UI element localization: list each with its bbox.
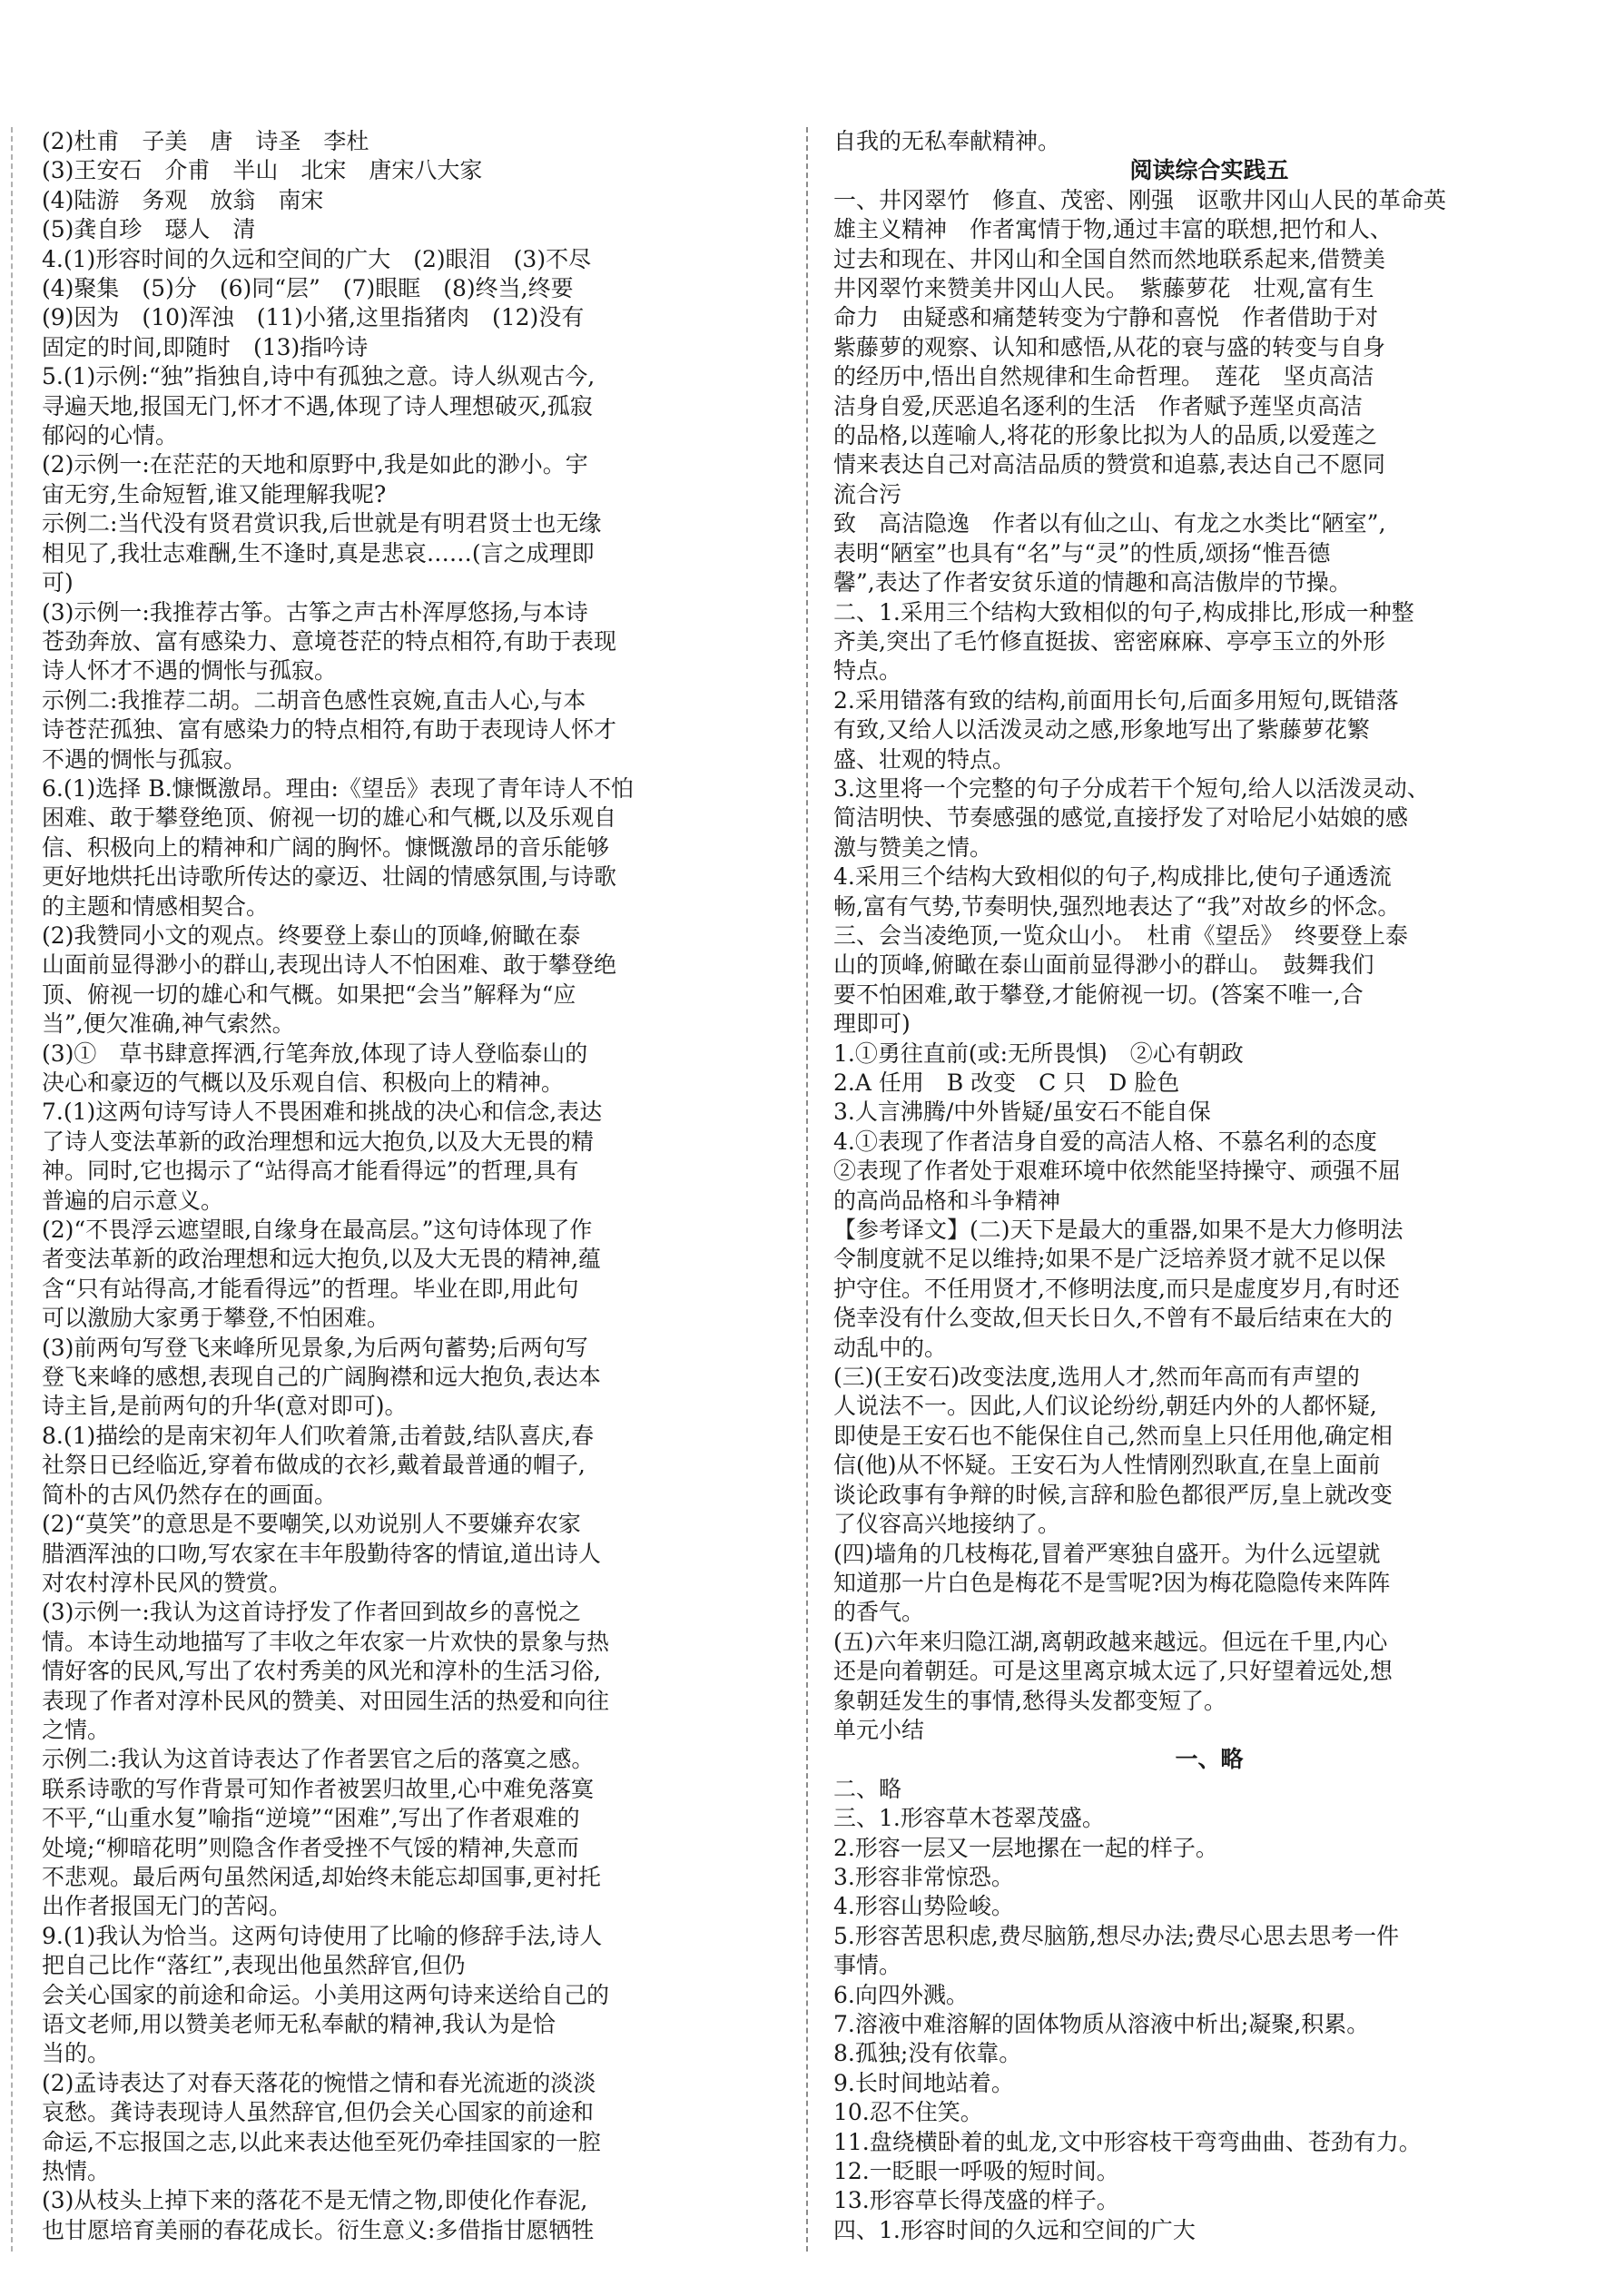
text-line: 郁闷的心情。 <box>42 422 179 449</box>
text-line: 2.形容一层又一层地摞在一起的样子。 <box>833 1834 1218 1861</box>
text-line: 13.形容草长得茂盛的样子。 <box>833 2187 1119 2214</box>
text-line: 激与赞美之情。 <box>833 833 993 861</box>
text-line: 诗苍茫孤独、富有感染力的特点相符,有助于表现诗人怀才 <box>42 716 616 744</box>
text-line: 自我的无私奉献精神。 <box>833 128 1061 154</box>
text-line: 者变法革新的政治理想和远大抱负,以及大无畏的精神,蕴 <box>42 1246 601 1273</box>
text-line: 馨”,表达了作者安贫乐道的情趣和高洁傲岸的节操。 <box>833 569 1352 596</box>
text-line: 把自己比作“落红”,表现出他虽然辞官,但仍 <box>42 1952 466 1979</box>
left-column <box>42 127 793 2245</box>
text-line: 流合污 <box>833 480 902 507</box>
text-line: 顶、俯视一切的雄心和气概。如果把“会当”解释为“应 <box>42 980 576 1008</box>
text-line: 宙无穷,生命短暂,谁又能理解我呢? <box>42 480 387 507</box>
text-line: 简洁明快、节奏感强的感觉,直接抒发了对哈尼小姑娘的感 <box>833 804 1408 832</box>
text-line: (4)陆游 务观 放翁 南宋 <box>42 186 324 213</box>
text-line: 信(他)从不怀疑。王安石为人性情刚烈耿直,在皇上面前 <box>833 1452 1381 1479</box>
text-line: (2)示例一:在茫茫的天地和原野中,我是如此的渺小。宇 <box>42 451 588 478</box>
text-line: 特点。 <box>833 657 902 685</box>
text-line: 的品格,以莲喻人,将花的形象比拟为人的品质,以爱莲之 <box>833 422 1377 449</box>
text-line: 更好地烘托出诗歌所传达的豪迈、壮阔的情感氛围,与诗歌 <box>42 863 616 891</box>
text-line: 雄主义精神 作者寓情于物,通过丰富的联想,把竹和人、 <box>833 216 1393 243</box>
text-line: 四、1.形容时间的久远和空间的广大 <box>833 2216 1196 2243</box>
text-line: 【参考译文】(二)天下是最大的重器,如果不是大力修明法 <box>833 1217 1403 1244</box>
text-line: 不悲观。最后两句虽然闲适,却始终未能忘却国事,更衬托 <box>42 1863 601 1890</box>
text-line: 信、积极向上的精神和广阔的胸怀。慷慨激昂的音乐能够 <box>42 833 610 861</box>
text-line: 洁身自爱,厌恶追名逐利的生活 作者赋予莲坚贞高洁 <box>833 392 1363 419</box>
text-line: (3)从枝头上掉下来的落花不是无情之物,即使化作春泥, <box>42 2187 588 2214</box>
text-line: 了诗人变法革新的政治理想和远大抱负,以及大无畏的精 <box>42 1128 594 1155</box>
text-line: 含“只有站得高,才能看得远”的哲理。毕业在即,用此句 <box>42 1275 579 1302</box>
text-line: (四)墙角的几枝梅花,冒着严寒独自盛开。为什么远望就 <box>833 1540 1381 1567</box>
text-line: 情。本诗生动地描写了丰收之年农家一片欢快的景象与热 <box>42 1628 610 1655</box>
section-heading: 阅读综合实践五 <box>1129 157 1289 184</box>
text-line: 示例二:当代没有贤君赏识我,后世就是有明君贤士也无缘 <box>42 510 602 537</box>
text-line: 了仪容高兴地接纳了。 <box>833 1511 1061 1538</box>
text-line: 齐美,突出了毛竹修直挺拔、密密麻麻、亭亭玉立的外形 <box>833 627 1385 655</box>
text-line: 诗主旨,是前两句的升华(意对即可)。 <box>42 1393 408 1420</box>
text-line: 普遍的启示意义。 <box>42 1187 224 1214</box>
text-line: 人说法不一。因此,人们议论纷纷,朝廷内外的人都怀疑, <box>833 1393 1377 1420</box>
text-line: 当”,便欠准确,神气索然。 <box>42 1010 295 1038</box>
text-line: 要不怕困难,敢于攀登,才能俯视一切。(答案不唯一,合 <box>833 980 1364 1008</box>
text-line: 社祭日已经临近,穿着布做成的衣衫,戴着最普通的帽子, <box>42 1452 586 1479</box>
text-line: 4.形容山势险峻。 <box>833 1893 1014 1920</box>
text-line: 山的顶峰,俯瞰在泰山面前显得渺小的群山。 鼓舞我们 <box>833 951 1374 979</box>
text-line: 有致,又给人以活泼灵动之感,形象地写出了紫藤萝花繁 <box>833 716 1370 744</box>
text-line: 11.盘绕横卧着的虬龙,文中形容枝干弯弯曲曲、苍劲有力。 <box>833 2128 1422 2155</box>
text-line: 理即可) <box>833 1010 911 1038</box>
text-line: 7.(1)这两句诗写诗人不畏困难和挑战的决心和信念,表达 <box>42 1099 603 1126</box>
text-line: 对农村淳朴民风的赞赏。 <box>42 1569 292 1596</box>
text-line: 二、略 <box>833 1775 902 1802</box>
text-line: 还是向着朝廷。可是这里离京城太远了,只好望着远处,想 <box>833 1658 1393 1685</box>
text-line: 盛、壮观的特点。 <box>833 745 1016 773</box>
text-line: 苍劲奔放、富有感染力、意境苍茫的特点相符,有助于表现 <box>42 627 616 655</box>
page-edge-line <box>11 127 13 2252</box>
text-line: 4.采用三个结构大致相似的句子,构成排比,使句子通透流 <box>833 863 1392 891</box>
text-line: 10.忍不住笑。 <box>833 2099 983 2126</box>
text-line: 三、会当凌绝顶,一览众山小。 杜甫《望岳》 终要登上泰 <box>833 921 1408 949</box>
text-line: 2.采用错落有致的结构,前面用长句,后面多用短句,既错落 <box>833 686 1399 714</box>
text-line: 三、1.形容草木苍翠茂盛。 <box>833 1805 1105 1832</box>
text-line: 6.向四外溅。 <box>833 1981 969 2008</box>
text-line: (3)① 草书肆意挥洒,行笔奔放,体现了诗人登临泰山的 <box>42 1040 588 1067</box>
text-line: 8.(1)描绘的是南宋初年人们吹着箫,击着鼓,结队喜庆,春 <box>42 1422 595 1449</box>
text-line: 处境;“柳暗花明”则隐含作者受挫不气馁的精神,失意而 <box>42 1834 579 1861</box>
text-line: 当的。 <box>42 2040 111 2067</box>
text-line: 3.这里将一个完整的句子分成若干个短句,给人以活泼灵动、 <box>833 774 1430 802</box>
text-line: (2)“不畏浮云遮望眼,自缘身在最高层。”这句诗体现了作 <box>42 1217 593 1244</box>
text-line: 固定的时间,即随时 (13)指吟诗 <box>42 333 369 360</box>
text-line: 出作者报国无门的苦闷。 <box>42 1893 292 1920</box>
text-line: 过去和现在、井冈山和全国自然而然地联系起来,借赞美 <box>833 245 1385 272</box>
text-line: ②表现了作者处于艰难环境中依然能坚持操守、顽强不屈 <box>833 1158 1402 1185</box>
text-line: 7.溶液中难溶解的固体物质从溶液中析出;凝聚,积累。 <box>833 2011 1370 2037</box>
right-column <box>833 127 1585 2245</box>
text-line: (3)示例一:我认为这首诗抒发了作者回到故乡的喜悦之 <box>42 1599 581 1626</box>
text-line: 4.(1)形容时间的久远和空间的广大 (2)眼泪 (3)不尽 <box>42 245 592 272</box>
text-line: 困难、敢于攀登绝顶、俯视一切的雄心和气概,以及乐观自 <box>42 804 616 832</box>
text-line: 的经历中,悟出自然规律和生命哲理。 莲花 坚贞高洁 <box>833 363 1374 390</box>
text-line: 3.形容非常惊恐。 <box>833 1863 1014 1890</box>
text-line: 相见了,我壮志难酬,生不逢时,真是悲哀……(言之成理即 <box>42 539 595 567</box>
text-line: 登飞来峰的感想,表现自己的广阔胸襟和远大抱负,表达本 <box>42 1364 601 1391</box>
text-line: 的香气。 <box>833 1599 925 1626</box>
text-line: 会关心国家的前途和命运。小美用这两句诗来送给自己的 <box>42 1981 610 2008</box>
text-line: (三)(王安石)改变法度,选用人才,然而年高而有声望的 <box>833 1364 1360 1391</box>
text-line: 简朴的古风仍然存在的画面。 <box>42 1481 338 1508</box>
text-line: 4.①表现了作者洁身自爱的高洁人格、不慕名利的态度 <box>833 1128 1377 1155</box>
text-line: 8.孤独;没有依靠。 <box>833 2040 1022 2067</box>
text-line: 命力 由疑惑和痛楚转变为宁静和喜悦 作者借助于对 <box>833 304 1379 331</box>
text-line: 畅,富有气势,节奏明快,强烈地表达了“我”对故乡的怀念。 <box>833 892 1401 920</box>
text-line: 9.长时间地站着。 <box>833 2069 1014 2096</box>
text-line: 寻遍天地,报国无门,怀才不遇,体现了诗人理想破灭,孤寂 <box>42 392 593 419</box>
text-line: 令制度就不足以维持;如果不是广泛培养贤才就不足以保 <box>833 1246 1386 1273</box>
text-line: 6.(1)选择 B.慷慨激昂。理由:《望岳》表现了青年诗人不怕 <box>42 774 634 802</box>
text-line: 紫藤萝的观察、认知和感悟,从花的衰与盛的转变与自身 <box>833 333 1385 360</box>
text-line: (9)因为 (10)浑浊 (11)小猪,这里指猪肉 (12)没有 <box>42 304 585 331</box>
text-line: 示例二:我推荐二胡。二胡音色感性哀婉,直击人心,与本 <box>42 686 586 714</box>
text-line: 二、1.采用三个结构大致相似的句子,构成排比,形成一种整 <box>833 598 1414 626</box>
text-line: 5.(1)示例:“独”指独自,诗中有孤独之意。诗人纵观古今, <box>42 363 596 390</box>
text-line: 情来表达自己对高洁品质的赞赏和追慕,表达自己不愿同 <box>833 451 1385 478</box>
text-line: 语文老师,用以赞美老师无私奉献的精神,我认为是恰 <box>42 2011 556 2037</box>
text-line: 9.(1)我认为恰当。这两句诗使用了比喻的修辞手法,诗人 <box>42 1922 603 1949</box>
text-line: (3)示例一:我推荐古筝。古筝之声古朴浑厚悠扬,与本诗 <box>42 598 588 626</box>
text-line: 3.人言沸腾/中外皆疑/虽安石不能自保 <box>833 1099 1211 1126</box>
text-line: (5)龚自珍 璱人 清 <box>42 216 256 243</box>
text-line: (2)我赞同小文的观点。终要登上泰山的顶峰,俯瞰在泰 <box>42 921 581 949</box>
text-line: (五)六年来归隐江湖,离朝政越来越远。但远在千里,内心 <box>833 1628 1388 1655</box>
text-line: 象朝廷发生的事情,愁得头发都变短了。 <box>833 1687 1226 1714</box>
text-line: 井冈翠竹来赞美井冈山人民。 紫藤萝花 壮观,富有生 <box>833 275 1374 302</box>
text-line: 一、井冈翠竹 修直、茂密、刚强 讴歌井冈山人民的革命英 <box>833 186 1447 213</box>
text-line: (2)杜甫 子美 唐 诗圣 李杜 <box>42 128 369 154</box>
text-line: 表明“陋室”也具有“名”与“灵”的性质,颂扬“惟吾德 <box>833 539 1331 567</box>
text-line: 决心和豪迈的气概以及乐观自信、积极向上的精神。 <box>42 1069 565 1096</box>
text-line: 5.形容苦思积虑,费尽脑筋,想尽办法;费尽心思去思考一件 <box>833 1922 1400 1949</box>
text-line: 的高尚品格和斗争精神 <box>833 1187 1061 1214</box>
column-divider <box>806 127 808 2252</box>
text-line: 单元小结 <box>833 1716 925 1743</box>
text-line: 诗人怀才不遇的惆怅与孤寂。 <box>42 657 338 685</box>
text-line: 侥幸没有什么变故,但天长日久,不曾有不最后结束在大的 <box>833 1305 1393 1332</box>
text-line: (2)孟诗表达了对春天落花的惋惜之情和春光流逝的淡淡 <box>42 2069 596 2096</box>
text-line: 动乱中的。 <box>833 1334 948 1361</box>
text-line: 致 高洁隐逸 作者以有仙之山、有龙之水类比“陋室”, <box>833 510 1386 537</box>
text-line: 山面前显得渺小的群山,表现出诗人不怕困难、敢于攀登绝 <box>42 951 616 979</box>
text-line: 哀愁。龚诗表现诗人虽然辞官,但仍会关心国家的前途和 <box>42 2099 594 2126</box>
text-line: 可以激励大家勇于攀登,不怕困难。 <box>42 1305 389 1332</box>
text-line: 不遇的惆怅与孤寂。 <box>42 745 247 773</box>
text-line: 联系诗歌的写作背景可知作者被罢归故里,心中难免落寞 <box>42 1775 594 1802</box>
text-line: 12.一眨眼一呼吸的短时间。 <box>833 2158 1119 2185</box>
section-heading: 一、略 <box>1175 1746 1244 1773</box>
text-line: 之情。 <box>42 1716 111 1743</box>
text-line: (4)聚集 (5)分 (6)同“层” (7)眼眶 (8)终当,终要 <box>42 275 574 302</box>
text-line: 可) <box>42 569 74 596</box>
text-line: (3)王安石 介甫 半山 北宋 唐宋八大家 <box>42 157 483 184</box>
text-line: 腊酒浑浊的口吻,写农家在丰年殷勤待客的情谊,道出诗人 <box>42 1540 601 1567</box>
text-line: 不平,“山重水复”喻指“逆境”“困难”,写出了作者艰难的 <box>42 1805 580 1832</box>
text-line: 表现了作者对淳朴民风的赞美、对田园生活的热爱和向往 <box>42 1687 610 1714</box>
text-line: 护守住。不任用贤才,不修明法度,而只是虚度岁月,有时还 <box>833 1275 1400 1302</box>
text-line: 即使是王安石也不能保住自己,然而皇上只任用他,确定相 <box>833 1422 1393 1449</box>
text-line: 的主题和情感相契合。 <box>42 892 270 920</box>
text-line: 命运,不忘报国之志,以此来表达他至死仍牵挂国家的一腔 <box>42 2128 601 2155</box>
text-line: 也甘愿培育美丽的春花成长。衍生意义:多借指甘愿牺牲 <box>42 2216 595 2243</box>
text-line: 情好客的民风,写出了农村秀美的风光和淳朴的生活习俗, <box>42 1658 601 1685</box>
text-line: 事情。 <box>833 1952 902 1979</box>
text-line: 热情。 <box>42 2158 111 2185</box>
text-line: 1.①勇往直前(或:无所畏惧) ②心有朝政 <box>833 1040 1244 1067</box>
text-line: (3)前两句写登飞来峰所见景象,为后两句蓄势;后两句写 <box>42 1334 588 1361</box>
text-line: 知道那一片白色是梅花不是雪呢?因为梅花隐隐传来阵阵 <box>833 1569 1391 1596</box>
text-line: 2.A 任用 B 改变 C 只 D 脸色 <box>833 1069 1180 1096</box>
text-line: 示例二:我认为这首诗表达了作者罢官之后的落寞之感。 <box>42 1746 595 1773</box>
text-line: (2)“莫笑”的意思是不要嘲笑,以劝说别人不要嫌弃农家 <box>42 1511 581 1538</box>
text-line: 神。同时,它也揭示了“站得高才能看得远”的哲理,具有 <box>42 1158 579 1185</box>
text-line: 谈论政事有争辩的时候,言辞和脸色都很严厉,皇上就改变 <box>833 1481 1393 1508</box>
